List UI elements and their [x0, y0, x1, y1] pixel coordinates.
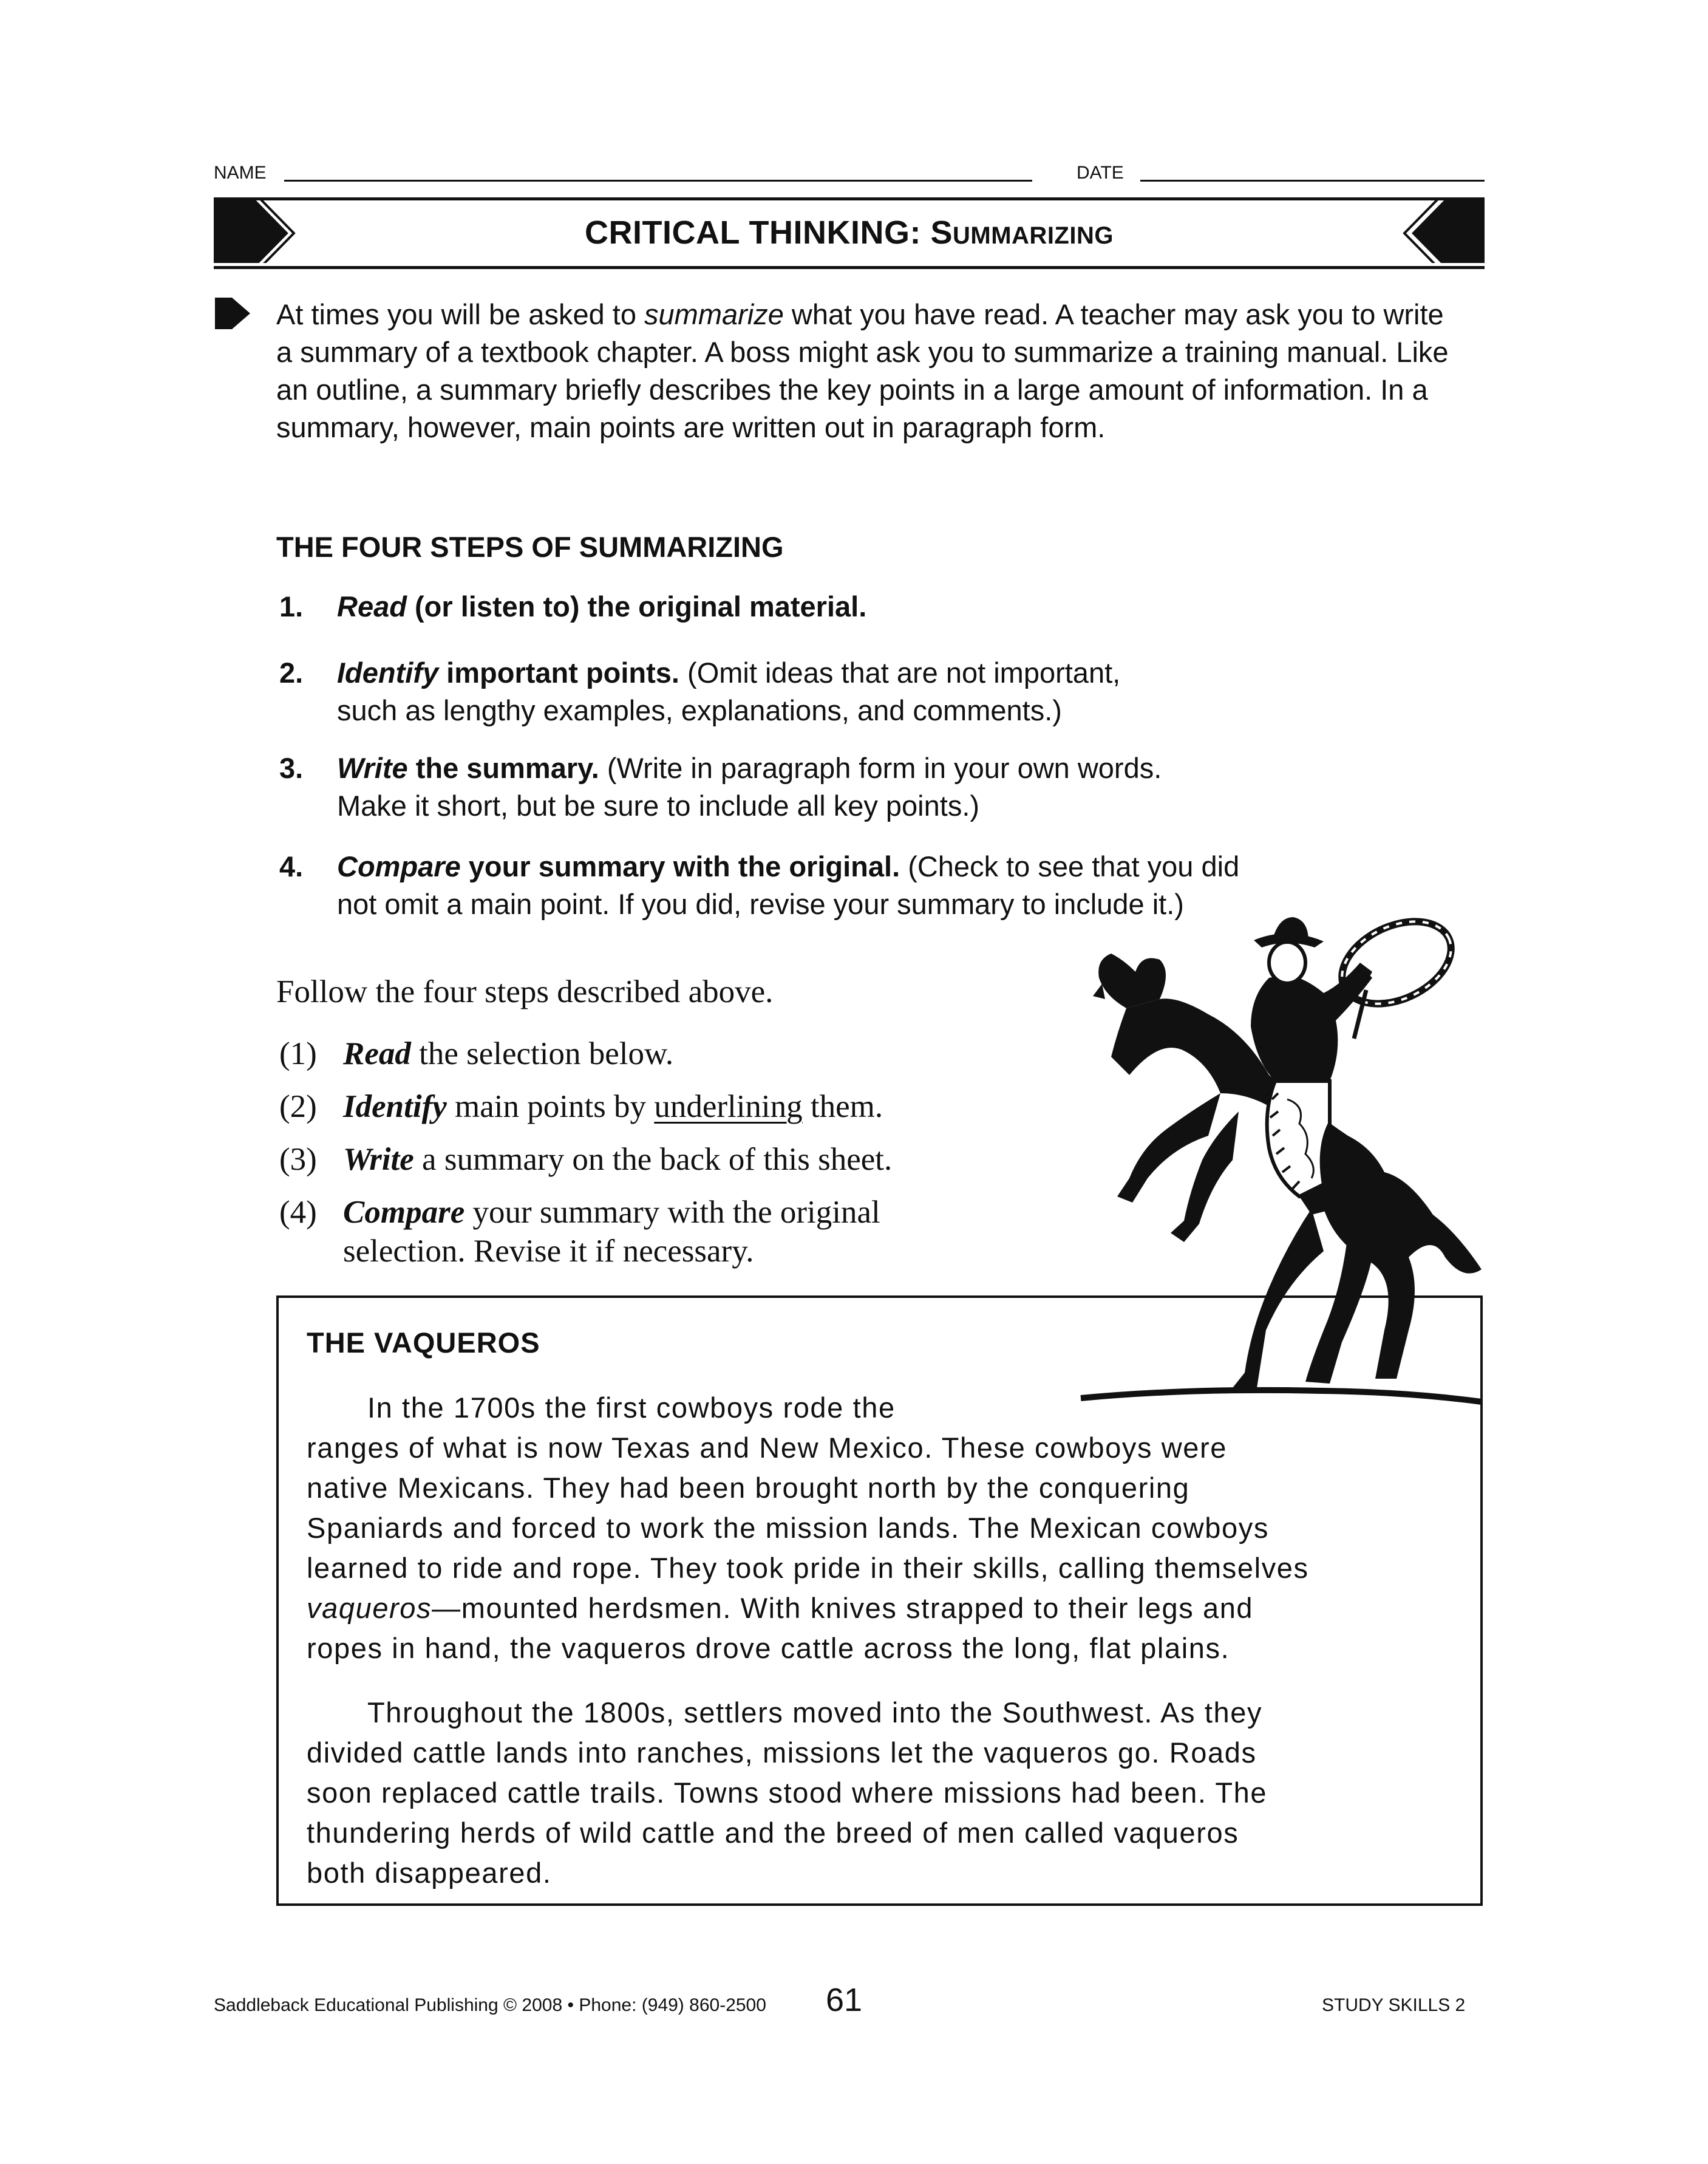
- step-item: 2. Identify important points. (Omit ideas that are not important, such as lengthy examples, explanations, and comments.): [279, 657, 1121, 726]
- name-label: NAME: [214, 163, 267, 183]
- date-field-line[interactable]: [1140, 180, 1485, 182]
- arrow-bullet-icon: [215, 295, 253, 329]
- page-number: 61: [826, 1982, 863, 2018]
- banner-right-arrow-icon: [1400, 197, 1485, 263]
- title-banner: [214, 197, 1485, 269]
- reading-paragraph-2: Throughout the 1800s, settlers moved into the Southwest. As they divided cattle lands into ranches, missions let the vaqueros go. Roads soon replaced cattle trails. Towns stood where missions had been. The thundering herds of wild cattle and the breed of men called vaqueros both disappeared.: [307, 1696, 1268, 1889]
- intro-paragraph: At times you will be asked to summarize what you have read. A teacher may ask you to write a summary of a textbook chapter. A boss might ask you to summarize a training manual. Like an outline, a summary briefly describes the key points in a large amount of information. In a summary, however, main points are written out in paragraph form.: [276, 298, 1449, 443]
- footer-series: STUDY SKILLS 2: [1322, 1995, 1466, 2015]
- follow-intro: Follow the four steps described above.: [276, 974, 774, 1009]
- reading-paragraph-1: In the 1700s the first cowboys rode the ranges of what is now Texas and New Mexico. These cowboys were native Mexicans. They had been brought north by the conquering Spaniards and forced to work the mission lands. The Mexican cowboys learned to ride and rope. They took pride in their skills, calling themselves vaqueros—mounted herdsmen. With knives strapped to their legs and ropes in hand, the vaqueros drove cattle across the long, flat plains.: [307, 1391, 1309, 1664]
- banner-left-arrow-icon: [214, 197, 299, 263]
- name-field-line[interactable]: [284, 180, 1032, 182]
- follow-item: (4) Compare your summary with the original selection. Revise it if necessary.: [279, 1195, 880, 1269]
- cowboy-on-horse-illustration: [1069, 893, 1488, 1421]
- follow-item: (1) Read the selection below.: [279, 1036, 674, 1071]
- step-item: 4. Compare your summary with the original. (Check to see that you did not omit a main point. If you did, revise your summary to include it.): [279, 850, 1240, 920]
- step-item: 1. Read (or listen to) the original material.: [279, 590, 867, 623]
- reading-title: THE VAQUEROS: [307, 1326, 540, 1359]
- follow-item: (3) Write a summary on the back of this sheet.: [279, 1142, 893, 1177]
- step-item: 3. Write the summary. (Write in paragraph form in your own words. Make it short, but be sure to include all key points.): [279, 752, 1162, 822]
- date-label: DATE: [1077, 163, 1124, 183]
- page-title: CRITICAL THINKING: SUMMARIZING: [585, 214, 1114, 251]
- follow-item: (2) Identify main points by underlining them.: [279, 1089, 883, 1124]
- footer-publisher: Saddleback Educational Publishing © 2008 • Phone: (949) 860-2500: [214, 1995, 766, 2015]
- steps-heading: THE FOUR STEPS OF SUMMARIZING: [276, 531, 784, 563]
